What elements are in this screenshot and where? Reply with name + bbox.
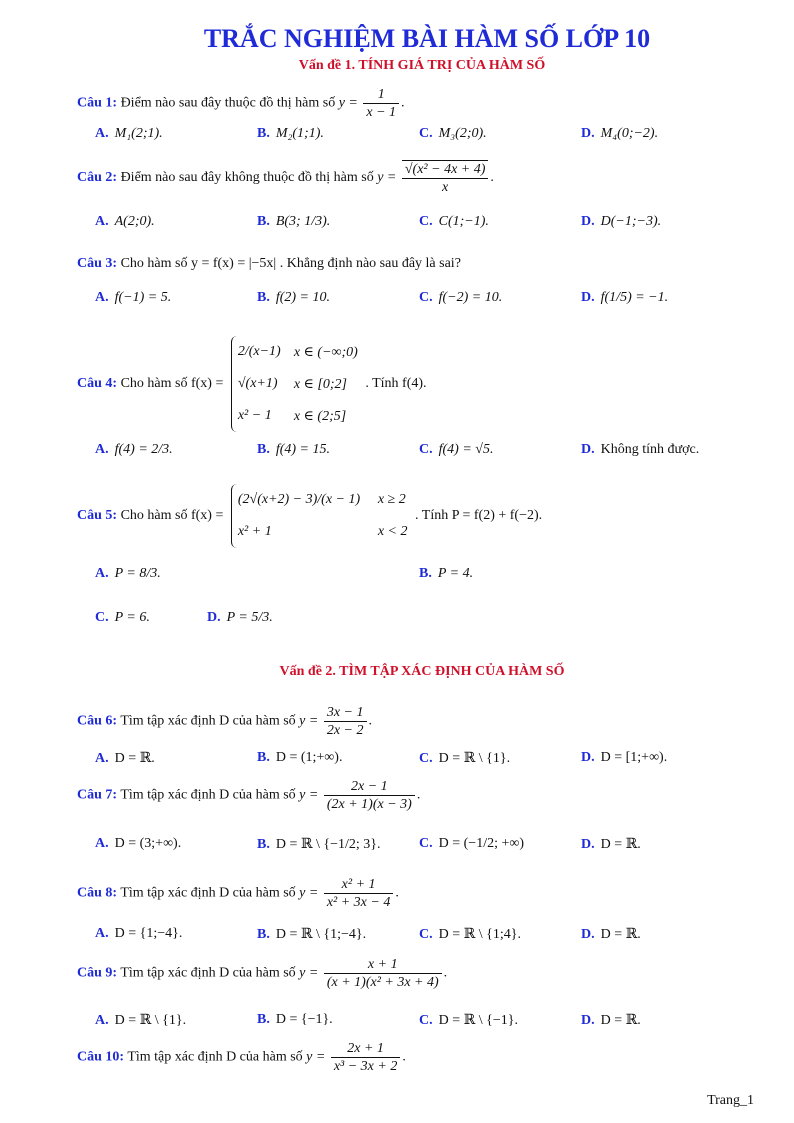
question-3: Câu 3: Cho hàm số y = f(x) = |−5x| . Khẳng định nào sau đây là sai? <box>77 256 461 271</box>
q4-option-a[interactable]: A. f(4) = 2/3. <box>95 442 173 457</box>
q4-option-d[interactable]: D. Không tính được. <box>581 442 700 457</box>
q5-option-b[interactable]: B. P = 4. <box>419 566 474 581</box>
q2-option-a[interactable]: A. A(2;0). <box>95 214 155 229</box>
q8-option-b[interactable]: B. D = ℝ \ {1;−4}. <box>257 927 367 942</box>
q9-option-a[interactable]: A. D = ℝ \ {1}. <box>95 1013 187 1028</box>
question-9: Câu 9: Tìm tập xác định D của hàm số y = $\frac{x + 1}{\text{(x + 1)(x² + 3x + 4)}}$ . <box>77 957 448 990</box>
q7-option-c[interactable]: C. D = (−1/2; +∞) <box>419 836 525 851</box>
q7-option-b[interactable]: B. D = ℝ \ {−1/2; 3}. <box>257 837 381 852</box>
question-4: Câu 4: Cho hàm số f(x) = 2/(x−1) x ∈ (−∞;0) √(x+1) x ∈ [0;2] x² − 1 x ∈ (2;5] . Tính f(4). <box>77 336 427 432</box>
q6-option-c[interactable]: C. D = ℝ \ {1}. <box>419 751 511 766</box>
q3-option-d[interactable]: D. f(1/5) = −1. <box>581 290 669 305</box>
q2-option-d[interactable]: D. D(−1;−3). <box>581 214 662 229</box>
page-number: Trang_1 <box>707 1093 754 1108</box>
q1-option-b[interactable]: B. M₂(1;1). <box>257 126 324 141</box>
question-6: Câu 6: Tìm tập xác định D của hàm số y = $\frac{3x - 1}{2x - 2}$ . <box>77 705 372 738</box>
q2-option-b[interactable]: B. B(3; 1/3). <box>257 214 331 229</box>
q1-option-a[interactable]: A. M₁(2;1). <box>95 126 163 141</box>
fraction: $\frac{1}{x - 1}$ <box>363 86 399 121</box>
q4-option-b[interactable]: B. f(4) = 15. <box>257 442 331 457</box>
section-1-heading: Vấn đề 1. TÍNH GIÁ TRỊ CỦA HÀM SỐ <box>298 58 546 73</box>
q8-option-a[interactable]: A. D = {1;−4}. <box>95 926 183 941</box>
piecewise-function: (2√(x+2) − 3)/(x − 1) x ≥ 2 x² + 1 x < 2 <box>231 484 408 548</box>
fraction: $\frac{\text{√(x² − 4x + 4)}}{x}$ <box>402 160 489 196</box>
q6-option-b[interactable]: B. D = (1;+∞). <box>257 750 343 765</box>
q3-option-c[interactable]: C. f(−2) = 10. <box>419 290 503 305</box>
q7-option-a[interactable]: A. D = (3;+∞). <box>95 836 182 851</box>
q7-option-d[interactable]: D. D = ℝ. <box>581 837 641 852</box>
q2-option-c[interactable]: C. C(1;−1). <box>419 214 489 229</box>
q1-option-c[interactable]: C. M₃(2;0). <box>419 126 487 141</box>
q4-option-c[interactable]: C. f(4) = √5. <box>419 442 494 457</box>
question-7: Câu 7: Tìm tập xác định D của hàm số y = $\frac{2x - 1}{(2x + 1)(x - 3)}$ . <box>77 779 421 812</box>
piecewise-function: 2/(x−1) x ∈ (−∞;0) √(x+1) x ∈ [0;2] x² − 1 x ∈ (2;5] <box>231 336 358 432</box>
q8-option-d[interactable]: D. D = ℝ. <box>581 927 641 942</box>
q5-option-d[interactable]: D. P = 5/3. <box>207 610 273 625</box>
q3-option-a[interactable]: A. f(−1) = 5. <box>95 290 172 305</box>
q1-option-d[interactable]: D. M₄(0;−2). <box>581 126 659 141</box>
q9-option-b[interactable]: B. D = {−1}. <box>257 1012 333 1027</box>
section-2-heading: Vấn đề 2. TÌM TẬP XÁC ĐỊNH CỦA HÀM SỐ <box>279 664 565 679</box>
q6-option-d[interactable]: D. D = [1;+∞). <box>581 750 668 765</box>
question-8: Câu 8: Tìm tập xác định D của hàm số y = $\frac{\text{x² + 1}}{\text{x² + 3x − 4}}$ . <box>77 877 399 910</box>
q5-option-a[interactable]: A. P = 8/3. <box>95 566 161 581</box>
q9-option-c[interactable]: C. D = ℝ \ {−1}. <box>419 1013 518 1028</box>
q9-option-d[interactable]: D. D = ℝ. <box>581 1013 641 1028</box>
page-title: TRẮC NGHIỆM BÀI HÀM SỐ LỚP 10 <box>203 24 651 53</box>
question-10: Câu 10: Tìm tập xác định D của hàm số y = $\frac{2x + 1}{\text{x³ − 3x + 2}}$ . <box>77 1041 406 1074</box>
q3-option-b[interactable]: B. f(2) = 10. <box>257 290 331 305</box>
q5-option-c[interactable]: C. P = 6. <box>95 610 150 625</box>
q8-option-c[interactable]: C. D = ℝ \ {1;4}. <box>419 927 521 942</box>
question-5: Câu 5: Cho hàm số f(x) = (2√(x+2) − 3)/(x − 1) x ≥ 2 x² + 1 x < 2 . Tính P = f(2) + f(−2). <box>77 484 542 548</box>
question-2: Câu 2: Điểm nào sau đây không thuộc đồ thị hàm số y = $\frac{\text{√(x² − 4x + 4)}}{x}$ . <box>77 162 494 195</box>
q6-option-a[interactable]: A. D = ℝ. <box>95 751 155 766</box>
question-1: Câu 1: Điểm nào sau đây thuộc đồ thị hàm số y = $\frac{1}{x - 1}$ . <box>77 87 405 120</box>
